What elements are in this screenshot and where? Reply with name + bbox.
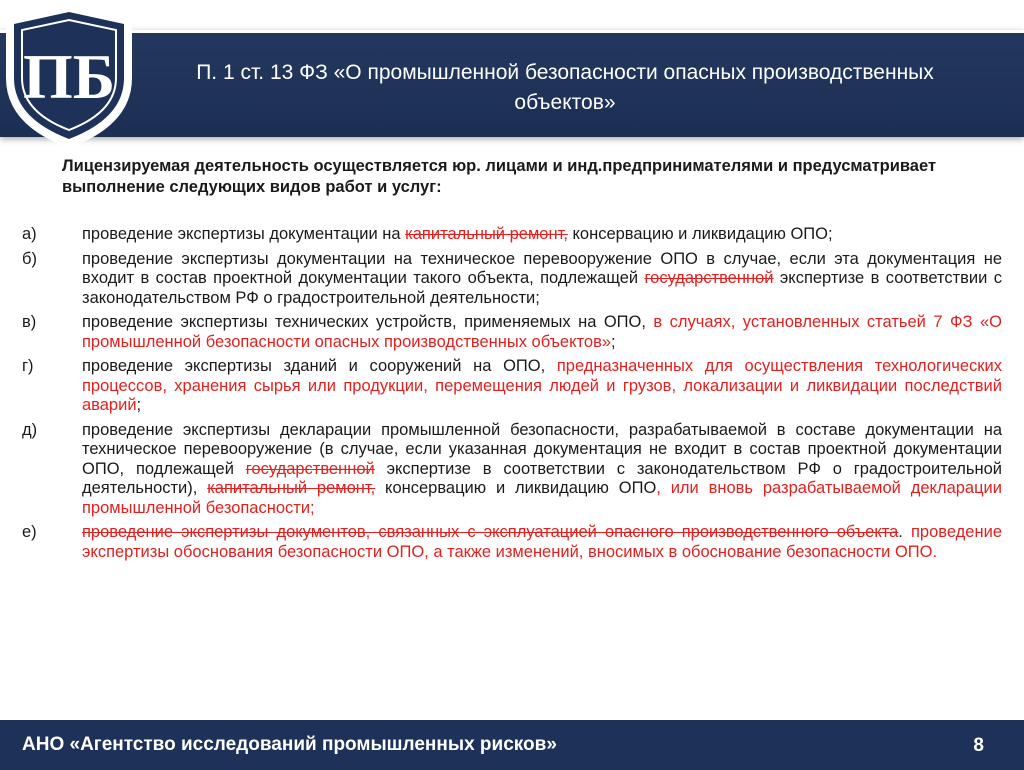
list-marker: а): [22, 225, 37, 243]
added-text: , или вновь разрабатываемой декларации промышленной безопасности;: [82, 479, 1002, 517]
struck-text: государственной: [245, 459, 375, 478]
shield-logo-icon: [0, 0, 138, 152]
text-segment: проведение экспертизы зданий и сооружений на ОПО,: [82, 357, 557, 375]
list-item-v: [22, 313, 1002, 352]
added-text: предназначенных для осуществления технологических процессов, хранения сырья или продукции, перемещения людей и грузов, локализации и ликвидации последствий аварий: [82, 357, 1002, 414]
list-marker: в): [22, 313, 37, 331]
text-segment: проведение экспертизы документации на: [82, 225, 406, 243]
text-segment: консервацию и ликвидацию ОПО: [375, 479, 657, 497]
logo-letters: ПБ: [22, 41, 116, 112]
text-segment: .: [898, 523, 911, 541]
list-item-e: [22, 523, 1002, 562]
list-item-text: [82, 250, 1002, 309]
list-item-d: [22, 421, 1002, 519]
added-text: проведение экспертизы обоснования безопасности ОПО, а также изменений, вносимых в обоснование безопасности ОПО.: [82, 523, 1002, 561]
footer-bar: [0, 718, 1024, 770]
list-item-text: [82, 225, 1002, 245]
list-item-text: [82, 357, 1002, 416]
list-marker: д): [22, 420, 38, 439]
list-marker: е): [22, 523, 37, 541]
page-number: 8: [973, 735, 984, 756]
text-segment: консервацию и ликвидацию ОПО;: [567, 225, 833, 243]
text-segment: ;: [136, 396, 142, 414]
text-segment: проведение экспертизы декларации промышленной безопасности, разрабатываемой в составе документации на техническое перевооружение (в случае, если указанная документация не входит в состав проектной документации ОПО, подлежащей: [82, 420, 1002, 478]
struck-text: капитальный ремонт,: [405, 225, 568, 243]
list-item-text: [82, 313, 1002, 352]
list-marker: г): [22, 357, 34, 375]
struck-text: государственной: [644, 269, 774, 287]
list-item-text: [82, 523, 1002, 562]
list-item-g: [22, 357, 1002, 416]
requirements-list: [22, 225, 1002, 567]
list-item-a: [22, 225, 1002, 245]
struck-text: проведение экспертизы документов, связанных с эксплуатацией опасного производственного объекта: [82, 523, 899, 541]
list-item-b: [22, 250, 1002, 309]
text-segment: проведение экспертизы технических устройств, применяемых на ОПО,: [82, 313, 654, 331]
text-segment: проведение экспертизы документации на техническое перевооружение ОПО в случае, если эта документация не входит в состав проектной документации такого объекта, подлежащей: [82, 249, 1002, 287]
struck-text: капитальный ремонт,: [207, 479, 376, 497]
list-marker: б): [22, 249, 37, 268]
text-segment: экспертизе в соответствии с законодательством РФ о градостроительной деятельности),: [82, 459, 1002, 497]
list-item-text: [82, 421, 1002, 519]
text-segment: экспертизе в соответствии с законодательством РФ о градостроительной деятельности;: [82, 269, 1002, 307]
intro-text: Лицензируемая деятельность осуществляется юр. лицами и инд.предпринимателями и предусматривает выполнение следующих видов работ и услуг:: [62, 157, 937, 196]
text-segment: ;: [611, 332, 616, 351]
footer-organization: АНО «Агентство исследований промышленных рисков»: [22, 734, 557, 755]
added-text: в случаях, установленных статьей 7 ФЗ «О промышленной безопасности опасных производственных объектов»: [82, 313, 1002, 351]
page-title: П. 1 ст. 13 ФЗ «О промышленной безопасности опасных производственных объектов»: [196, 61, 934, 114]
